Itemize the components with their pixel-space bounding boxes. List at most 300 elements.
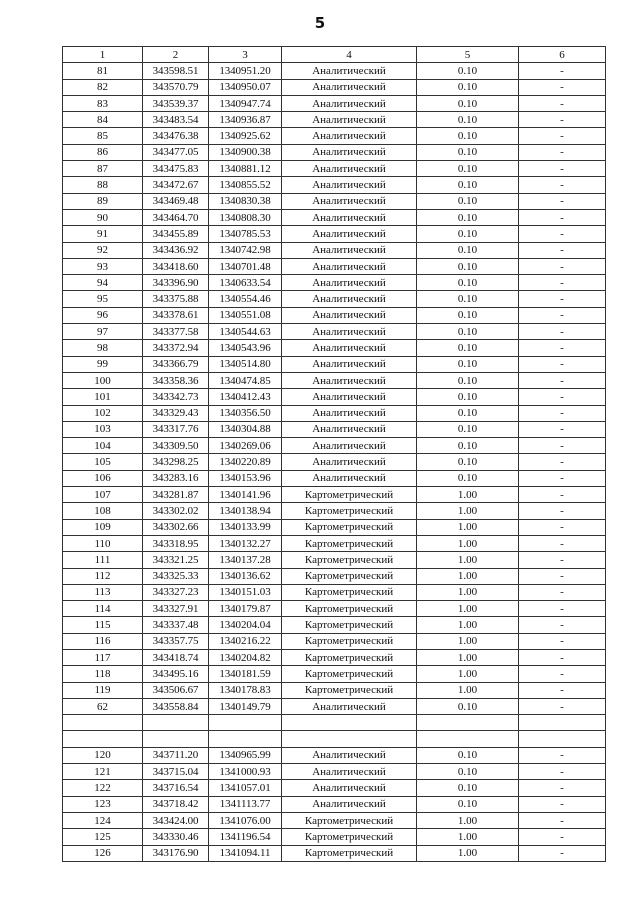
table-row xyxy=(63,666,606,682)
table-row xyxy=(63,226,606,242)
table-cell: 0.10 xyxy=(417,79,519,95)
table-cell xyxy=(282,731,417,747)
table-cell xyxy=(63,731,143,747)
table-cell: Аналитический xyxy=(282,764,417,780)
table-cell: 89 xyxy=(63,193,143,209)
table-cell: 1.00 xyxy=(417,584,519,600)
table-cell: - xyxy=(519,258,606,274)
table-cell: 1340181.59 xyxy=(209,666,282,682)
table-row xyxy=(63,568,606,584)
table-cell: 1340965.99 xyxy=(209,747,282,763)
table-cell: - xyxy=(519,812,606,828)
table-cell: - xyxy=(519,356,606,372)
table-cell: Аналитический xyxy=(282,340,417,356)
table-cell: 104 xyxy=(63,438,143,454)
table-cell: Аналитический xyxy=(282,161,417,177)
table-cell: 343716.54 xyxy=(143,780,209,796)
table-cell xyxy=(63,715,143,731)
table-cell: 62 xyxy=(63,698,143,714)
table-cell: 343715.04 xyxy=(143,764,209,780)
table-row xyxy=(63,454,606,470)
table-cell: Аналитический xyxy=(282,275,417,291)
table-cell: 0.10 xyxy=(417,242,519,258)
table-cell: 343477.05 xyxy=(143,144,209,160)
table-cell: 1.00 xyxy=(417,633,519,649)
table-cell: 1.00 xyxy=(417,845,519,861)
table-row xyxy=(63,633,606,649)
table-row xyxy=(63,552,606,568)
table-cell: - xyxy=(519,226,606,242)
table-cell xyxy=(519,715,606,731)
table-cell: 0.10 xyxy=(417,258,519,274)
table-cell: - xyxy=(519,291,606,307)
table-cell: - xyxy=(519,454,606,470)
table-cell: - xyxy=(519,161,606,177)
table-cell: 86 xyxy=(63,144,143,160)
table-cell: 343327.23 xyxy=(143,584,209,600)
table-row xyxy=(63,780,606,796)
table-cell: 343358.36 xyxy=(143,372,209,388)
table-cell: - xyxy=(519,552,606,568)
table-cell: 1340269.06 xyxy=(209,438,282,454)
table-cell: Картометрический xyxy=(282,552,417,568)
table-cell: 1341000.93 xyxy=(209,764,282,780)
table-cell: 113 xyxy=(63,584,143,600)
table-row xyxy=(63,764,606,780)
table-cell: Аналитический xyxy=(282,242,417,258)
table-cell: - xyxy=(519,601,606,617)
table-row xyxy=(63,356,606,372)
table-cell: Аналитический xyxy=(282,389,417,405)
table-row xyxy=(63,340,606,356)
table-cell: Аналитический xyxy=(282,470,417,486)
table-cell: 343317.76 xyxy=(143,421,209,437)
table-cell: 1340551.08 xyxy=(209,307,282,323)
column-header: 2 xyxy=(143,47,209,63)
table-cell: 343539.37 xyxy=(143,95,209,111)
table-cell: - xyxy=(519,845,606,861)
table-cell: 343329.43 xyxy=(143,405,209,421)
table-cell: 117 xyxy=(63,649,143,665)
table-cell: - xyxy=(519,503,606,519)
table-row xyxy=(63,470,606,486)
table-cell: Аналитический xyxy=(282,144,417,160)
table-cell xyxy=(209,731,282,747)
table-cell: 1340178.83 xyxy=(209,682,282,698)
table-cell: Картометрический xyxy=(282,601,417,617)
table-cell: 0.10 xyxy=(417,291,519,307)
table-cell: 1340356.50 xyxy=(209,405,282,421)
table-row xyxy=(63,487,606,503)
table-cell: 1340544.63 xyxy=(209,324,282,340)
table-cell: 0.10 xyxy=(417,161,519,177)
table-cell: - xyxy=(519,829,606,845)
table-cell: 1340132.27 xyxy=(209,535,282,551)
table-cell: - xyxy=(519,389,606,405)
table-cell: 1.00 xyxy=(417,487,519,503)
table-cell: 0.10 xyxy=(417,780,519,796)
table-cell: 1341076.00 xyxy=(209,812,282,828)
table-cell: Аналитический xyxy=(282,796,417,812)
table-cell: Аналитический xyxy=(282,405,417,421)
table-row xyxy=(63,715,606,731)
table-cell: 1340514.80 xyxy=(209,356,282,372)
table-cell: 0.10 xyxy=(417,177,519,193)
table-cell: 1340830.38 xyxy=(209,193,282,209)
table-cell: - xyxy=(519,535,606,551)
table-cell: 343396.90 xyxy=(143,275,209,291)
table-cell: 1.00 xyxy=(417,617,519,633)
table-cell: 343377.58 xyxy=(143,324,209,340)
table-cell: 0.10 xyxy=(417,128,519,144)
table-cell: 0.10 xyxy=(417,389,519,405)
table-cell: 110 xyxy=(63,535,143,551)
table-cell: 1340951.20 xyxy=(209,63,282,79)
table-cell: - xyxy=(519,242,606,258)
table-cell: 94 xyxy=(63,275,143,291)
table-cell: 0.10 xyxy=(417,340,519,356)
table-cell: - xyxy=(519,421,606,437)
table-cell: 1340138.94 xyxy=(209,503,282,519)
table-row xyxy=(63,519,606,535)
table-cell: Аналитический xyxy=(282,356,417,372)
table-cell: 343318.95 xyxy=(143,535,209,551)
table-cell: - xyxy=(519,307,606,323)
table-cell: Аналитический xyxy=(282,698,417,714)
table-cell: 0.10 xyxy=(417,372,519,388)
table-cell: - xyxy=(519,340,606,356)
table-cell: 106 xyxy=(63,470,143,486)
table-row xyxy=(63,649,606,665)
table-row xyxy=(63,747,606,763)
table-cell: 112 xyxy=(63,568,143,584)
table-cell: 343378.61 xyxy=(143,307,209,323)
table-cell: - xyxy=(519,666,606,682)
table-cell: Аналитический xyxy=(282,454,417,470)
table-row xyxy=(63,112,606,128)
table-cell: 343309.50 xyxy=(143,438,209,454)
table-cell: 98 xyxy=(63,340,143,356)
table-cell: 1341196.54 xyxy=(209,829,282,845)
table-row xyxy=(63,698,606,714)
table-row xyxy=(63,193,606,209)
table-cell: 1340133.99 xyxy=(209,519,282,535)
table-cell: Картометрический xyxy=(282,617,417,633)
table-row xyxy=(63,161,606,177)
table-cell: 343298.25 xyxy=(143,454,209,470)
table-cell: 343506.67 xyxy=(143,682,209,698)
table-row xyxy=(63,503,606,519)
table-cell: 1340900.38 xyxy=(209,144,282,160)
table-cell: 1340633.54 xyxy=(209,275,282,291)
table-cell: 343598.51 xyxy=(143,63,209,79)
table-cell: 0.10 xyxy=(417,438,519,454)
table-cell: 343327.91 xyxy=(143,601,209,617)
table-cell: 1340216.22 xyxy=(209,633,282,649)
table-cell: 119 xyxy=(63,682,143,698)
table-cell: 100 xyxy=(63,372,143,388)
table-cell: 343418.60 xyxy=(143,258,209,274)
table-cell: Картометрический xyxy=(282,633,417,649)
table-cell: Аналитический xyxy=(282,438,417,454)
table-cell: 0.10 xyxy=(417,356,519,372)
table-cell: Аналитический xyxy=(282,193,417,209)
table-cell: - xyxy=(519,698,606,714)
table-row xyxy=(63,275,606,291)
table-cell: 1340543.96 xyxy=(209,340,282,356)
table-cell xyxy=(282,715,417,731)
table-cell: Картометрический xyxy=(282,535,417,551)
table-cell: Аналитический xyxy=(282,128,417,144)
table-cell: 116 xyxy=(63,633,143,649)
table-cell: - xyxy=(519,633,606,649)
page-number: 5 xyxy=(314,14,326,32)
table-cell: - xyxy=(519,470,606,486)
table-cell: 1340141.96 xyxy=(209,487,282,503)
table-cell: 1340137.28 xyxy=(209,552,282,568)
table-cell xyxy=(209,715,282,731)
table-cell: 0.10 xyxy=(417,275,519,291)
table-row xyxy=(63,324,606,340)
table-cell: 109 xyxy=(63,519,143,535)
table-row xyxy=(63,307,606,323)
table-cell: 343469.48 xyxy=(143,193,209,209)
table-cell: 1340136.62 xyxy=(209,568,282,584)
table-cell: Картометрический xyxy=(282,519,417,535)
table-cell: - xyxy=(519,568,606,584)
table-cell: - xyxy=(519,193,606,209)
table-cell xyxy=(417,731,519,747)
table-row xyxy=(63,63,606,79)
table-cell: Аналитический xyxy=(282,307,417,323)
table-cell: 343357.75 xyxy=(143,633,209,649)
table-cell: - xyxy=(519,682,606,698)
table-cell: Картометрический xyxy=(282,503,417,519)
table-cell: 115 xyxy=(63,617,143,633)
table-cell: 1.00 xyxy=(417,519,519,535)
table-cell: - xyxy=(519,275,606,291)
table-cell: 1340855.52 xyxy=(209,177,282,193)
table-cell: 1340304.88 xyxy=(209,421,282,437)
table-cell: 114 xyxy=(63,601,143,617)
table-cell: 343418.74 xyxy=(143,649,209,665)
table-cell: 0.10 xyxy=(417,307,519,323)
table-row xyxy=(63,584,606,600)
table-cell: 96 xyxy=(63,307,143,323)
table-row xyxy=(63,258,606,274)
coordinates-table xyxy=(62,46,606,862)
table-row xyxy=(63,731,606,747)
table-cell: 122 xyxy=(63,780,143,796)
table-cell: 120 xyxy=(63,747,143,763)
table-cell: 343342.73 xyxy=(143,389,209,405)
table-cell: 1340474.85 xyxy=(209,372,282,388)
table-cell: 91 xyxy=(63,226,143,242)
table-cell: Аналитический xyxy=(282,780,417,796)
table-cell xyxy=(143,715,209,731)
table-cell: 1.00 xyxy=(417,535,519,551)
table-cell: Картометрический xyxy=(282,845,417,861)
table-cell: 1340936.87 xyxy=(209,112,282,128)
table-cell: 343325.33 xyxy=(143,568,209,584)
table-cell: 1340785.53 xyxy=(209,226,282,242)
table-cell: 97 xyxy=(63,324,143,340)
table-cell: 1340153.96 xyxy=(209,470,282,486)
table-cell: 343495.16 xyxy=(143,666,209,682)
table-cell: 343321.25 xyxy=(143,552,209,568)
table-row xyxy=(63,601,606,617)
table-cell: 88 xyxy=(63,177,143,193)
table-row xyxy=(63,128,606,144)
table-cell: - xyxy=(519,177,606,193)
table-row xyxy=(63,405,606,421)
table-cell: 1.00 xyxy=(417,568,519,584)
table-row xyxy=(63,95,606,111)
table-cell: - xyxy=(519,372,606,388)
table-cell: Аналитический xyxy=(282,226,417,242)
table-cell: 0.10 xyxy=(417,226,519,242)
table-cell: Аналитический xyxy=(282,258,417,274)
table-cell: 0.10 xyxy=(417,95,519,111)
table-cell: 1.00 xyxy=(417,682,519,698)
table-cell: 81 xyxy=(63,63,143,79)
table-row xyxy=(63,209,606,225)
table-cell: Картометрический xyxy=(282,568,417,584)
table-body xyxy=(63,63,606,862)
table-cell: - xyxy=(519,584,606,600)
table-cell: 0.10 xyxy=(417,796,519,812)
table-cell: 1341113.77 xyxy=(209,796,282,812)
table-cell: 105 xyxy=(63,454,143,470)
table-cell: Аналитический xyxy=(282,112,417,128)
table-cell: 343176.90 xyxy=(143,845,209,861)
table-cell: 0.10 xyxy=(417,764,519,780)
column-header: 4 xyxy=(282,47,417,63)
table-cell: 99 xyxy=(63,356,143,372)
table-row xyxy=(63,389,606,405)
table-cell: Картометрический xyxy=(282,666,417,682)
table-cell: Картометрический xyxy=(282,649,417,665)
table-cell: 0.10 xyxy=(417,324,519,340)
table-cell: 343281.87 xyxy=(143,487,209,503)
table-cell: 343372.94 xyxy=(143,340,209,356)
table-cell: 1340220.89 xyxy=(209,454,282,470)
table-cell: 1.00 xyxy=(417,829,519,845)
table-cell: Аналитический xyxy=(282,747,417,763)
table-cell: 343424.00 xyxy=(143,812,209,828)
table-cell: 1340881.12 xyxy=(209,161,282,177)
table-cell: - xyxy=(519,796,606,812)
table-cell: 343472.67 xyxy=(143,177,209,193)
table-cell: - xyxy=(519,79,606,95)
table-cell: - xyxy=(519,405,606,421)
table-cell: Аналитический xyxy=(282,79,417,95)
table-cell xyxy=(519,731,606,747)
table-cell: 1340151.03 xyxy=(209,584,282,600)
table-cell: Аналитический xyxy=(282,63,417,79)
table-cell: - xyxy=(519,144,606,160)
table-cell: 1340808.30 xyxy=(209,209,282,225)
table-cell: 1340701.48 xyxy=(209,258,282,274)
table-cell: Аналитический xyxy=(282,372,417,388)
table-cell: 0.10 xyxy=(417,747,519,763)
table-cell: 343302.02 xyxy=(143,503,209,519)
table-cell: 121 xyxy=(63,764,143,780)
table-cell: 343302.66 xyxy=(143,519,209,535)
table-cell: - xyxy=(519,780,606,796)
table-cell: 343475.83 xyxy=(143,161,209,177)
table-row xyxy=(63,829,606,845)
table-row xyxy=(63,845,606,861)
table-cell: - xyxy=(519,649,606,665)
table-cell: Аналитический xyxy=(282,95,417,111)
table-cell: 0.10 xyxy=(417,112,519,128)
table-cell: 0.10 xyxy=(417,454,519,470)
table-cell: 111 xyxy=(63,552,143,568)
table-cell: 343436.92 xyxy=(143,242,209,258)
table-cell: 118 xyxy=(63,666,143,682)
table-row xyxy=(63,421,606,437)
table-cell: 95 xyxy=(63,291,143,307)
table-cell: 125 xyxy=(63,829,143,845)
table-cell xyxy=(143,731,209,747)
table-cell: 1340204.04 xyxy=(209,617,282,633)
table-cell: 343330.46 xyxy=(143,829,209,845)
table-cell: 343366.79 xyxy=(143,356,209,372)
table-row xyxy=(63,682,606,698)
table-cell: - xyxy=(519,324,606,340)
table-cell: 84 xyxy=(63,112,143,128)
table-cell: 108 xyxy=(63,503,143,519)
table-cell: 107 xyxy=(63,487,143,503)
table-cell: 1.00 xyxy=(417,552,519,568)
table-cell: 90 xyxy=(63,209,143,225)
table-cell: 0.10 xyxy=(417,698,519,714)
table-cell: Аналитический xyxy=(282,421,417,437)
table-cell: 126 xyxy=(63,845,143,861)
table-cell: - xyxy=(519,209,606,225)
table-row xyxy=(63,438,606,454)
table-cell: 343375.88 xyxy=(143,291,209,307)
table-cell: 85 xyxy=(63,128,143,144)
table-cell: 0.10 xyxy=(417,193,519,209)
column-header: 5 xyxy=(417,47,519,63)
table-cell: 1340149.79 xyxy=(209,698,282,714)
table-cell: 1.00 xyxy=(417,812,519,828)
table-cell: - xyxy=(519,95,606,111)
table-cell: 1341094.11 xyxy=(209,845,282,861)
table-row xyxy=(63,796,606,812)
table-cell: - xyxy=(519,128,606,144)
table-cell: 0.10 xyxy=(417,421,519,437)
table-cell: 1340412.43 xyxy=(209,389,282,405)
table-cell: 0.10 xyxy=(417,144,519,160)
table-cell: 124 xyxy=(63,812,143,828)
table-cell: Аналитический xyxy=(282,177,417,193)
table-cell: 103 xyxy=(63,421,143,437)
table-cell: Картометрический xyxy=(282,487,417,503)
table-cell: 93 xyxy=(63,258,143,274)
table-cell: - xyxy=(519,519,606,535)
table-cell: Картометрический xyxy=(282,584,417,600)
table-cell: 343455.89 xyxy=(143,226,209,242)
table-cell: Картометрический xyxy=(282,829,417,845)
table-cell: Аналитический xyxy=(282,209,417,225)
table-row xyxy=(63,79,606,95)
table-cell: 123 xyxy=(63,796,143,812)
table-cell: 1.00 xyxy=(417,601,519,617)
table-cell: 343558.84 xyxy=(143,698,209,714)
